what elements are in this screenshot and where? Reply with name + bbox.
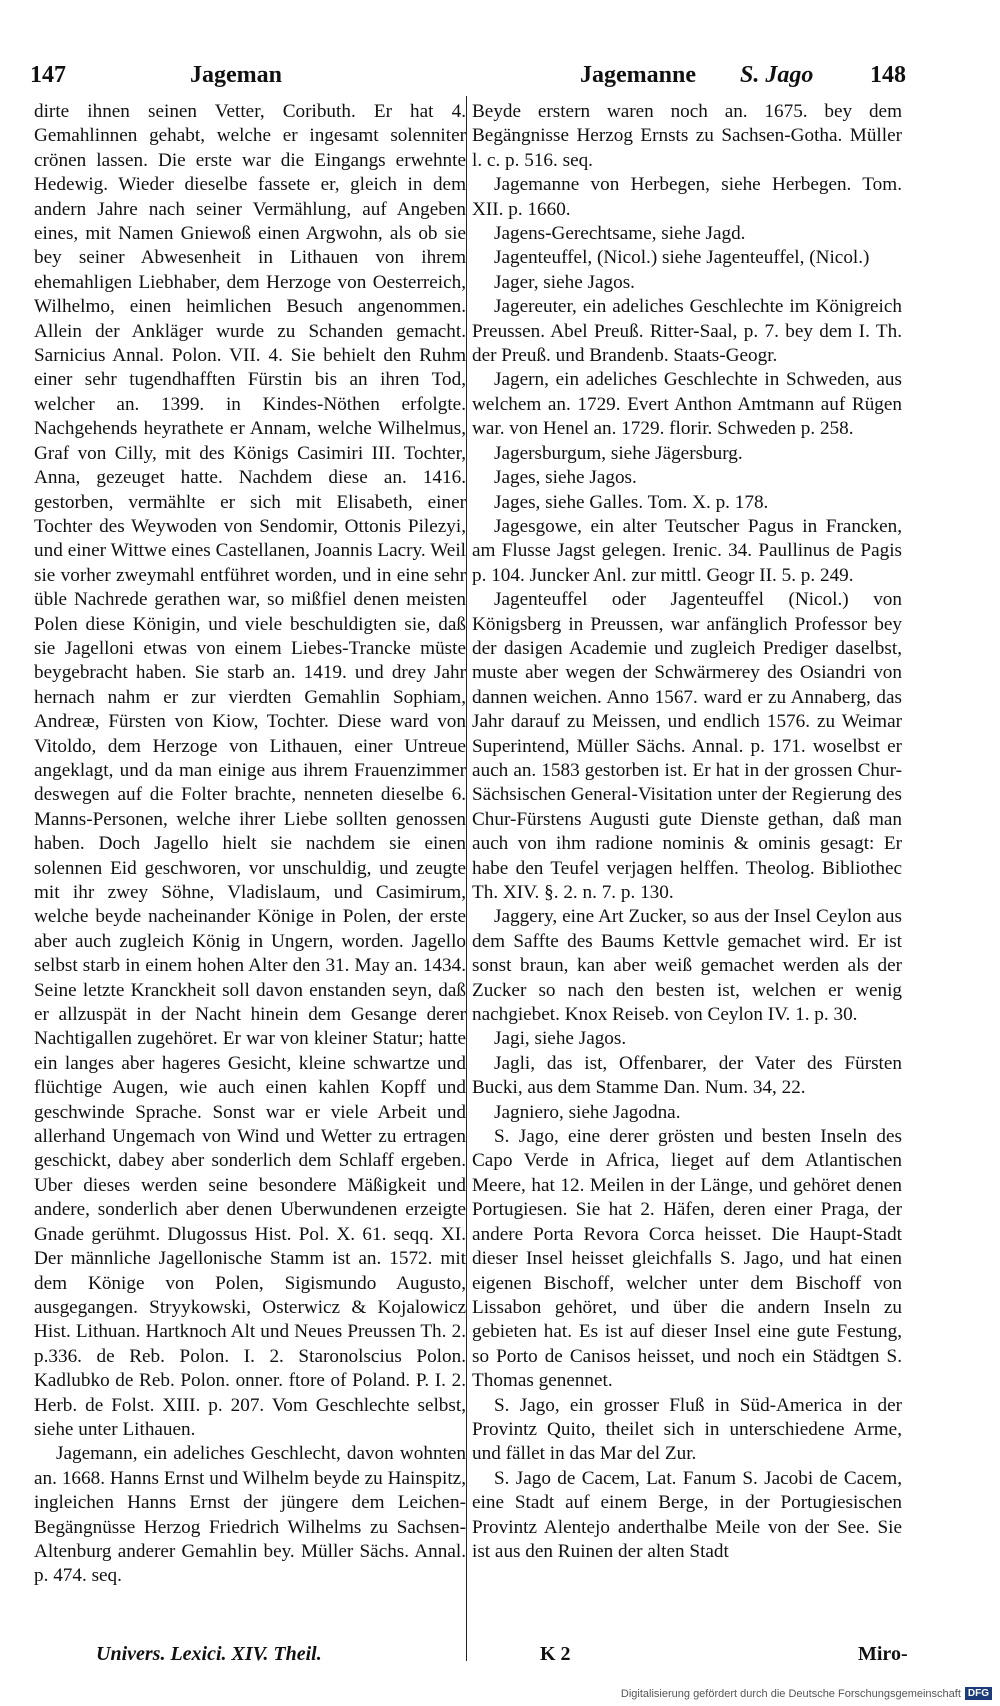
right-page-number: 148 [870,62,906,88]
dictionary-entry: S. Jago, eine derer grösten und besten Inseln des Capo Verde in Africa, lieget auf dem Atlantischen Meere, hat 12. Meilen in der Länge, und gehöret denen Portugiesen. Sie hat 2. Häfen, deren einer Praga, der andere Porta Revora Corca heisset. Die Haupt-Stadt dieser Insel heisset gleichfalls S. Jago, und hat einen eigenen Bischoff, welcher unter dem Bischoff von Lissabon gehöret, und über die andern Inseln zu gebieten hat. Es ist auf dieser Insel eine gute Festung, so Porto de Canisos heisset, und noch ein Städtgen S. Thomas genennet. [472,1126,902,1392]
dictionary-entry: Jagersburgum, siehe Jägersburg. [494,442,743,464]
page-header [30,62,920,94]
dictionary-entry: Jagereuter, ein adeliches Geschlechte im Königreich Preussen. Abel Preuß. Ritter-Saal, p. 7. bey dem I. Th. der Preuß. und Brandenb. Staats-Geogr. [472,296,902,367]
dictionary-entry: Jagniero, siehe Jagodna. [494,1101,681,1123]
right-column [472,100,902,1640]
right-headword: Jagemanne [580,62,696,88]
dictionary-entry: Jagi, siehe Jagos. [494,1028,627,1050]
column-divider [466,96,467,1661]
dictionary-entry: Jagenteuffel oder Jagenteuffel (Nicol.) von Königsberg in Preussen, war anfänglich Professor bey der dasigen Academie und zugleich Prediger daselbst, muste aber wegen der Schwärmerey des Osiandri von dannen weichen. Anno 1567. ward er zu Annaberg, das Jahr darauf zu Meissen, und endlich 1576. zu Weimar Superintend, Müller Sächs. Annal. p. 171. woselbst er auch an. 1583 gestorben ist. Er hat in der grossen Chur-Sächsischen General-Visitation unter der Regierung des Chur-Fürstens Augusti gute Dienste gethan, daß man auch von ihm radione nominis & ominis gesagt: Er habe den Teufel verjagen helffen. Theolog. Bibliothec Th. XIV. §. 2. n. 7. p. 130. [472,589,902,903]
left-page-number: 147 [30,62,66,88]
volume-footer: Univers. Lexici. XIV. Theil. [96,1643,322,1665]
signature-mark: K 2 [540,1643,571,1665]
dictionary-entry: S. Jago de Cacem, Lat. Fanum S. Jacobi de Cacem, eine Stadt auf einem Berge, in der Portugiesischen Provintz Alentejo anderthalbe Meile von der See. Sie ist aus den Ruinen der alten Stadt [472,1467,902,1562]
dictionary-entry: Jaggery, eine Art Zucker, so aus der Insel Ceylon aus dem Saffte des Baums Kettvle gemachet wird. Er ist sonst braun, kan aber weiß gemachet werden als der Zucker so nach den besten ist, welchen er wenig nachgiebet. Knox Reiseb. von Ceylon IV. 1. p. 30. [472,906,902,1026]
digitization-credit [621,1687,992,1700]
right-headword-2: S. Jago [740,62,814,88]
dfg-logo-icon: DFG [965,1687,992,1700]
dictionary-entry: Jagesgowe, ein alter Teutscher Pagus in Francken, am Flusse Jagst gelegen. Irenic. 34. Paullinus de Pagis p. 104. Juncker Anl. zur mittl. Geogr II. 5. p. 249. [472,515,902,586]
right-paragraph: Beyde erstern waren noch an. 1675. bey dem Begängnisse Herzog Ernsts zu Sachsen-Gotha. Müller l. c. p. 516. seq. [472,101,902,171]
left-column [34,100,466,1640]
dictionary-entry: Jagli, das ist, Offenbarer, der Vater des Fürsten Bucki, aus dem Stamme Dan. Num. 34, 22. [472,1052,902,1099]
dictionary-entry: Jagemanne von Herbegen, siehe Herbegen. Tom. XII. p. 1660. [472,174,902,220]
credit-text: Digitalisierung gefördert durch die Deutsche Forschungsgemeinschaft [620,1687,961,1700]
dictionary-entry: Jagens-Gerechtsame, siehe Jagd. [494,223,746,245]
dictionary-entry: Jages, siehe Jagos. [494,467,637,489]
dictionary-entry: Jagenteuffel, (Nicol.) siehe Jagenteuffel, (Nicol.) [494,247,870,269]
left-paragraph: dirte ihnen seinen Vetter, Coributh. Er hat 4. Gemahlinnen gehabt, welche er ingesamt solenniter crönen lassen. Die erste war die Eingangs erwehnte Hedewig. Wieder dieselbe fassete er, gleich in dem andern Jahre nach seiner Vermählung, auf Angeben eines, mit Namen Gniewoß einen Argwohn, als ob sie bey seiner Abwesenheit in Lithauen von ihrem ehemahligen Liebhaber, dem Herzoge von Oesterreich, Wilhelmo, einen heimlichen Besuch angenommen. Allein der Ankläger wurde zu Schanden gemacht. Sarnicius Annal. Polon. VII. 4. Sie behielt den Ruhm einer sehr tugendhafften Fürstin bis an ihren Tod, welcher an. 1399. in Kindes-Nöthen erfolgte. Nachgehends heyrathete er Annam, welche Wilhelmus, Graf von Cilly, mit des Königs Casimiri III. Tochter, Anna, gezeuget hatte. Nachdem diese an. 1416. gestorben, vermählte er sich mit Elisabeth, einer Tochter des Weywoden von Sendomir, Ottonis Pilezyi, und einer Wittwe eines Castellanen, Joannis Lacry. Weil sie vorher zweymahl entführet worden, und in eine sehr üble Nachrede gerathen war, so mißfiel denen meisten Polen diese Königin, und viele beschuldigten sie, daß sie Jagelloni etwas von einem Liebes-Trancke müste beygebracht haben. Sie starb an. 1419. und drey Jahr hernach nahm er zur vierdten Gemahlin Sophiam, Andreæ, Fürsten von Kiow, Tochter. Diese ward von Vitoldo, dem Herzoge von Lithauen, einer Untreue angeklagt, und da man einige aus ihrem Frauenzimmer deswegen auf die Folter brachte, nenneten dieselbe 6. Manns-Personen, welche ihrer Liebe sollten genossen haben. Doch Jagello hielt sie nachdem sie einen solennen Eid geschworen, vor unschuldig, und zeugte mit ihr zwey Söhne, Vladislaum, und Casimirum, welche beyde nacheinander Könige in Polen, der erste aber auch zugleich König in Ungern, worden. Jagello selbst starb in einem hohen Alter den 31. May an. 1434. Seine letzte Kranckheit soll davon enstanden seyn, daß er allzuspät in der Nacht hinein dem Gesange derer Nachtigallen zugehöret. Er war von kleiner Statur; hatte ein langes aber hageres Gesicht, kleine schwartze und flüchtige Augen, wie auch einen kahlen Kopff und geschwinde Sprache. Sonst war er viele Arbeit und allerhand Ungemach von Wind und Wetter zu ertragen geschickt, dabey aber sonderlich dem Schlaff ergeben. Uber dieses werden seine besondere Mäßigkeit und andere, sonderlich aber denen Uberwundenen erzeigte Gnade gerühmt. Dlugossus Hist. Pol. X. 61. seqq. XI. Der männliche Jagellonische Stamm ist an. 1572. mit dem Könige von Polen, Sigismundo Augusto, ausgegangen. Stryykowski, Osterwicz & Kojalowicz Hist. Lithuan. Hartknoch Alt und Neues Preussen Th. 2. p.336. de Reb. Polon. I. 2. Staronolscius Polon. Kadlubko de Reb. Polon. onner. ftore of Poland. P. I. 2. Herb. de Folst. XIII. p. 207. Vom Geschlechte selbst, siehe unter Lithauen. [34,101,466,1440]
left-headword: Jageman [190,62,282,88]
dictionary-entry: S. Jago, ein grosser Fluß in Süd-America in der Provintz Quito, theilet sich in unterschiedene Arme, und fället in das Mar del Zur. [472,1394,902,1465]
dictionary-entry: Jager, siehe Jagos. [494,271,635,293]
catchword: Miro- [858,1643,908,1665]
dictionary-entry: Jages, siehe Galles. Tom. X. p. 178. [494,491,769,513]
dictionary-entry: Jagern, ein adeliches Geschlechte in Schweden, aus welchem an. 1729. Evert Anthon Amtmann auf Rügen war. von Henel an. 1729. florir. Schweden p. 258. [472,369,902,440]
left-paragraph: Jagemann, ein adeliches Geschlecht, davon wohnten an. 1668. Hanns Ernst und Wilhelm beyde zu Hainspitz, ingleichen Hanns Ernst der jüngere dem Leichen-Begängnüsse Herzog Friedrich Wilhelms zu Sachsen-Altenburg anderer Gemahlin bey. Müller Sächs. Annal. p. 474. seq. [34,1443,466,1587]
